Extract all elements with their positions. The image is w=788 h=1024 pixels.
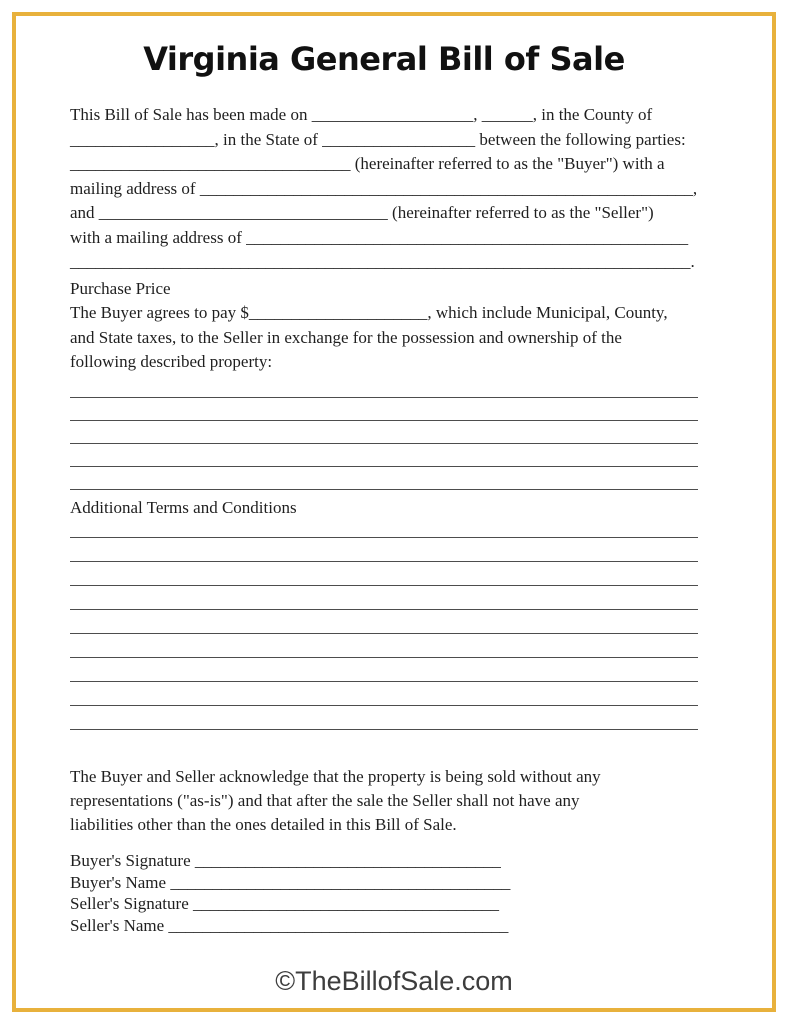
terms-heading: Additional Terms and Conditions	[70, 497, 297, 517]
buyer-signature-line: Buyer's Signature ____________________________________	[70, 851, 501, 870]
blank-line	[70, 682, 698, 706]
blank-line	[70, 586, 698, 610]
blank-line	[70, 706, 698, 730]
intro-paragraph	[70, 103, 698, 275]
blank-line	[70, 658, 698, 682]
terms-lines	[70, 514, 698, 730]
document-title: Virginia General Bill of Sale	[143, 40, 625, 78]
intro-line: with a mailing address of ____________________________________________________	[70, 227, 689, 247]
purchase-line: following described property:	[70, 352, 273, 371]
property-description-lines	[70, 375, 698, 490]
acknowledgment-paragraph	[70, 765, 698, 837]
footer-watermark: ©TheBillofSale.com	[275, 966, 513, 996]
intro-line: mailing address of __________________________________________________________,	[70, 178, 698, 198]
blank-line	[70, 444, 698, 467]
purchase-price-section	[70, 277, 698, 375]
purchase-price-heading: Purchase Price	[70, 278, 171, 298]
blank-line	[70, 398, 698, 421]
seller-name-line: Seller's Name ________________________________________	[70, 915, 509, 935]
purchase-line: and State taxes, to the Seller in exchange for the possession and ownership of the	[70, 327, 622, 347]
intro-line: _________________________________ (hereinafter referred to as the "Buyer") with a	[70, 154, 665, 173]
blank-line	[70, 634, 698, 658]
blank-line	[70, 610, 698, 634]
blank-line	[70, 467, 698, 490]
blank-line	[70, 375, 698, 398]
intro-line: _________________________________________________________________________.	[70, 252, 695, 271]
purchase-line: The Buyer agrees to pay $_____________________, which include Municipal, County,	[70, 303, 668, 322]
intro-line: and __________________________________ (hereinafter referred to as the "Seller")	[70, 203, 654, 222]
blank-line	[70, 538, 698, 562]
signature-block	[70, 850, 698, 936]
intro-line: _________________, in the State of __________________ between the following parties:	[70, 129, 686, 149]
blank-line	[70, 421, 698, 444]
acknowledgment-line: liabilities other than the ones detailed in this Bill of Sale.	[70, 815, 457, 834]
page-content	[70, 0, 698, 936]
buyer-name-line: Buyer's Name ________________________________________	[70, 872, 511, 892]
seller-signature-line: Seller's Signature ____________________________________	[70, 894, 499, 913]
blank-line	[70, 562, 698, 586]
acknowledgment-line: representations ("as-is") and that after the sale the Seller shall not have any	[70, 791, 580, 810]
intro-line: This Bill of Sale has been made on ___________________, ______, in the County of	[70, 105, 653, 124]
acknowledgment-line: The Buyer and Seller acknowledge that the property is being sold without any	[70, 767, 601, 786]
